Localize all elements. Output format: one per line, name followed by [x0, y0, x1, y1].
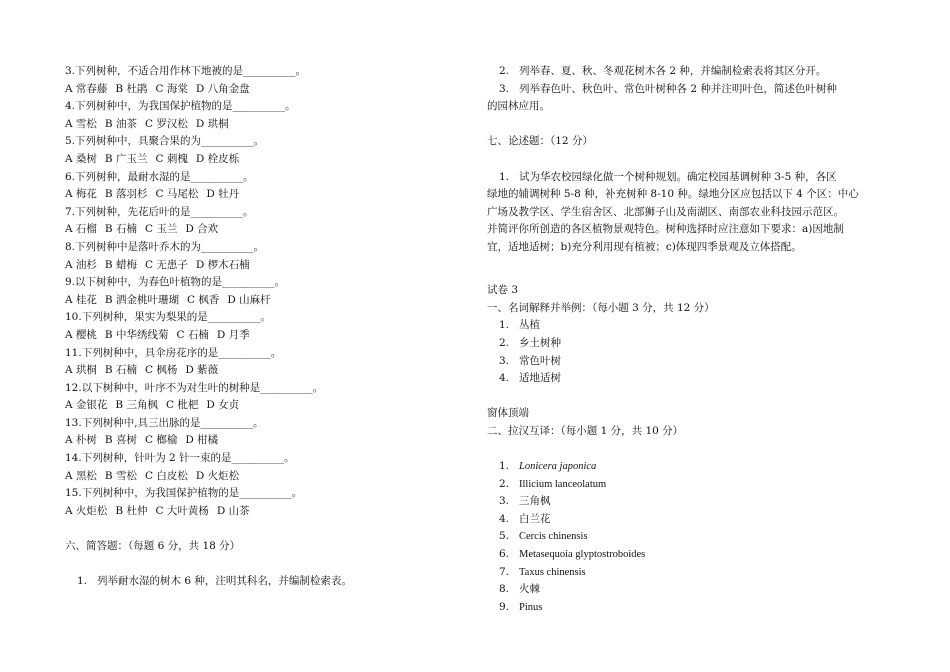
option-d: D 椤木石楠	[195, 258, 250, 271]
option-c: C 枫杨	[144, 364, 178, 377]
item-number: 3.	[498, 354, 509, 367]
question-options	[65, 257, 465, 275]
essay-line: 试为华农校园绿化做一个树种规划。确定校园基调树种 3-5 种，各区	[519, 170, 837, 183]
option-b: B 杜仲	[115, 504, 148, 517]
option-d: D 火炬松	[195, 469, 240, 482]
question-stem: 7.下列树种，先花后叶的是__________。	[65, 205, 254, 218]
question-stem: 12.以下树种中，叶序不为对生叶的树种是__________。	[65, 381, 324, 394]
term-item	[487, 353, 887, 371]
question-stem: 14.下列树种，针叶为 2 针一束的是__________。	[65, 452, 295, 465]
paper3-title: 试卷 3	[487, 284, 519, 297]
item-number: 2.	[498, 477, 509, 490]
option-a: A 黑松	[65, 469, 97, 482]
section2-title: 二、拉汉互译：（每小题 1 分，共 10 分）	[487, 424, 684, 437]
option-d: D 月季	[216, 328, 250, 341]
option-c: C 刺槐	[155, 152, 188, 165]
option-a: A 金银花	[65, 399, 108, 412]
option-d: D 紫薇	[185, 364, 219, 377]
option-d: D 珙桐	[195, 117, 229, 130]
terms-list	[487, 317, 887, 387]
option-a: A 桑树	[65, 152, 97, 165]
spacer	[487, 274, 887, 282]
item-number: 1.	[498, 460, 509, 473]
question-options	[65, 116, 465, 134]
option-b: B 喜树	[104, 434, 137, 447]
translation-item	[487, 458, 887, 476]
option-c: C 玉兰	[144, 223, 178, 236]
option-c: C 石楠	[176, 328, 209, 341]
question-options	[65, 432, 465, 450]
question-options	[65, 81, 465, 99]
question-number: 2.	[498, 65, 509, 77]
section6-question-2	[487, 63, 887, 81]
translation-item	[487, 564, 887, 582]
option-a: A 常春藤	[65, 82, 108, 95]
item-number: 3.	[498, 495, 509, 508]
translation-text: Pinus	[519, 601, 543, 613]
option-b: B 三角枫	[115, 399, 158, 412]
section7-title: 七、论述题：（12 分）	[487, 135, 593, 148]
question-options	[65, 221, 465, 239]
option-a: A 樱桃	[65, 328, 97, 341]
spacer	[487, 388, 887, 406]
section7-question-1-line	[487, 169, 887, 187]
option-c: C 枇杷	[165, 399, 199, 412]
option-b: B 落羽杉	[104, 188, 148, 201]
spacer	[487, 440, 887, 458]
option-d: D 女贞	[206, 399, 240, 412]
translation-item	[487, 511, 887, 529]
option-c: C 无患子	[144, 258, 188, 271]
question-text: 列举耐水湿的树木 6 种，注明其科名，并编制检索表。	[97, 575, 352, 588]
option-b: B 石楠	[104, 223, 137, 236]
spacer	[65, 520, 465, 538]
option-c: C 罗汉松	[144, 117, 188, 130]
translation-text: Illicium lanceolatum	[519, 478, 607, 490]
term-text: 乡土树种	[519, 336, 561, 349]
item-number: 7.	[498, 565, 509, 578]
item-number: 9.	[498, 600, 509, 613]
translation-list	[487, 458, 887, 616]
option-a: A 油杉	[65, 258, 97, 271]
option-d: D 牡丹	[206, 188, 240, 201]
item-number: 1.	[498, 319, 509, 332]
essay-line: 宜，适地适树；b)充分利用现有植被；c)体现四季景观及立体搭配。	[487, 240, 802, 253]
option-d: D 山茶	[216, 504, 250, 517]
question-options	[65, 292, 465, 310]
term-item	[487, 317, 887, 335]
essay-line: 广场及教学区、学生宿舍区、北部狮子山及南湖区、南部农业科技园示范区。	[487, 205, 844, 218]
essay-line: 绿地的辅调树种 5-8 种，补充树种 8-10 种。绿地分区应包括以下 4 个区：中心	[487, 188, 859, 201]
translation-text: Cercis chinensis	[519, 531, 588, 543]
question-number: 3.	[498, 82, 509, 95]
option-a: A 朴树	[65, 434, 97, 447]
translation-text: 火棘	[519, 583, 540, 596]
question-options	[65, 186, 465, 204]
section6-question-1	[65, 573, 465, 591]
option-c: C 马尾松	[155, 188, 199, 201]
option-b: B 雪松	[104, 469, 137, 482]
spacer	[487, 151, 887, 169]
section6-question-3	[487, 81, 887, 99]
option-c: C 白皮松	[144, 469, 188, 482]
question-stem: 9.以下树种中，为春色叶植物的是__________。	[65, 276, 286, 289]
section6-title: 六、简答题：（每题 6 分，共 18 分）	[65, 540, 241, 553]
question-stem: 15.下列树种中，为我国保护植物的是__________。	[65, 487, 303, 500]
question-options	[65, 397, 465, 415]
question-options	[65, 468, 465, 486]
option-d: D 山麻杆	[227, 293, 271, 306]
option-d: D 合欢	[185, 223, 219, 236]
spacer	[487, 116, 887, 134]
section1-title: 一、名词解释并举例：（每小题 3 分，共 12 分）	[487, 301, 715, 314]
question-text: 列举春、夏、秋、冬观花树木各 2 种，并编制检索表将其区分开。	[519, 65, 827, 77]
translation-item	[487, 546, 887, 564]
multiple-choice-list	[65, 63, 465, 520]
option-d: D 柑橘	[185, 434, 219, 447]
question-number: 1.	[76, 575, 87, 588]
question-stem: 5.下列树种中，具聚合果的为__________。	[65, 135, 265, 148]
window-top-label: 窗体顶端	[487, 407, 529, 420]
translation-item	[487, 581, 887, 599]
question-options	[65, 151, 465, 169]
term-item	[487, 335, 887, 353]
term-text: 常色叶树	[519, 354, 561, 367]
translation-text: 三角枫	[519, 495, 551, 508]
option-b: B 洒金桃叶珊瑚	[104, 293, 179, 306]
translation-item	[487, 528, 887, 546]
term-text: 丛植	[519, 319, 540, 332]
question-stem: 13.下列树种中,具三出脉的是__________。	[65, 416, 264, 429]
translation-text: Metasequoia glyptostroboides	[519, 549, 646, 561]
spacer	[65, 556, 465, 574]
term-text: 适地适树	[519, 372, 561, 385]
left-column	[65, 63, 465, 591]
right-column	[487, 63, 887, 616]
option-a: A 桂花	[65, 293, 97, 306]
option-a: A 梅花	[65, 188, 97, 201]
question-options	[65, 503, 465, 521]
question-number: 1.	[498, 170, 509, 183]
question-text-line1: 列举春色叶、秋色叶、常色叶树种各 2 种并注明叶色，简述色叶树种	[519, 82, 837, 95]
translation-item	[487, 493, 887, 511]
question-stem: 3.下列树种，不适合用作林下地被的是__________。	[65, 65, 307, 77]
translation-text: Lonicera japonica	[519, 461, 597, 473]
item-number: 4.	[498, 512, 509, 525]
question-text-line2: 的园林应用。	[487, 100, 550, 113]
option-a: A 珙桐	[65, 364, 97, 377]
option-a: A 雪松	[65, 117, 97, 130]
question-options	[65, 327, 465, 345]
question-stem: 4.下列树种中，为我国保护植物的是__________。	[65, 100, 296, 113]
item-number: 6.	[498, 548, 509, 561]
option-d: D 栓皮栎	[195, 152, 240, 165]
question-stem: 6.下列树种，最耐水湿的是__________。	[65, 170, 254, 183]
translation-text: Taxus chinensis	[519, 566, 586, 578]
translation-text: 白兰花	[519, 512, 551, 525]
term-item	[487, 370, 887, 388]
essay-line: 并简评你所创造的各区植物景观特色。树种选择时应注意如下要求：a)因地制	[487, 223, 844, 236]
question-stem: 11.下列树种中，具伞房花序的是__________。	[65, 346, 282, 359]
option-b: B 蜡梅	[104, 258, 137, 271]
question-options	[65, 362, 465, 380]
question-stem: 8.下列树种中是落叶乔木的为__________。	[65, 240, 265, 253]
option-b: B 广玉兰	[104, 152, 148, 165]
option-a: A 火炬松	[65, 504, 108, 517]
option-c: C 大叶黄杨	[155, 504, 209, 517]
question-stem: 10.下列树种，果实为梨果的是__________。	[65, 311, 271, 324]
option-b: B 油茶	[104, 117, 137, 130]
option-a: A 石榴	[65, 223, 97, 236]
option-c: C 海棠	[155, 82, 188, 95]
translation-item	[487, 476, 887, 494]
option-c: C 榔榆	[144, 434, 178, 447]
item-number: 5.	[498, 530, 509, 543]
item-number: 4.	[498, 372, 509, 385]
spacer	[487, 257, 887, 275]
option-b: B 中华绣线菊	[104, 328, 169, 341]
option-d: D 八角金盘	[195, 82, 250, 95]
option-c: C 枫香	[186, 293, 220, 306]
option-b: B 杜鹃	[115, 82, 148, 95]
item-number: 8.	[498, 583, 509, 596]
option-b: B 石楠	[104, 364, 137, 377]
translation-item	[487, 599, 887, 617]
item-number: 2.	[498, 336, 509, 349]
